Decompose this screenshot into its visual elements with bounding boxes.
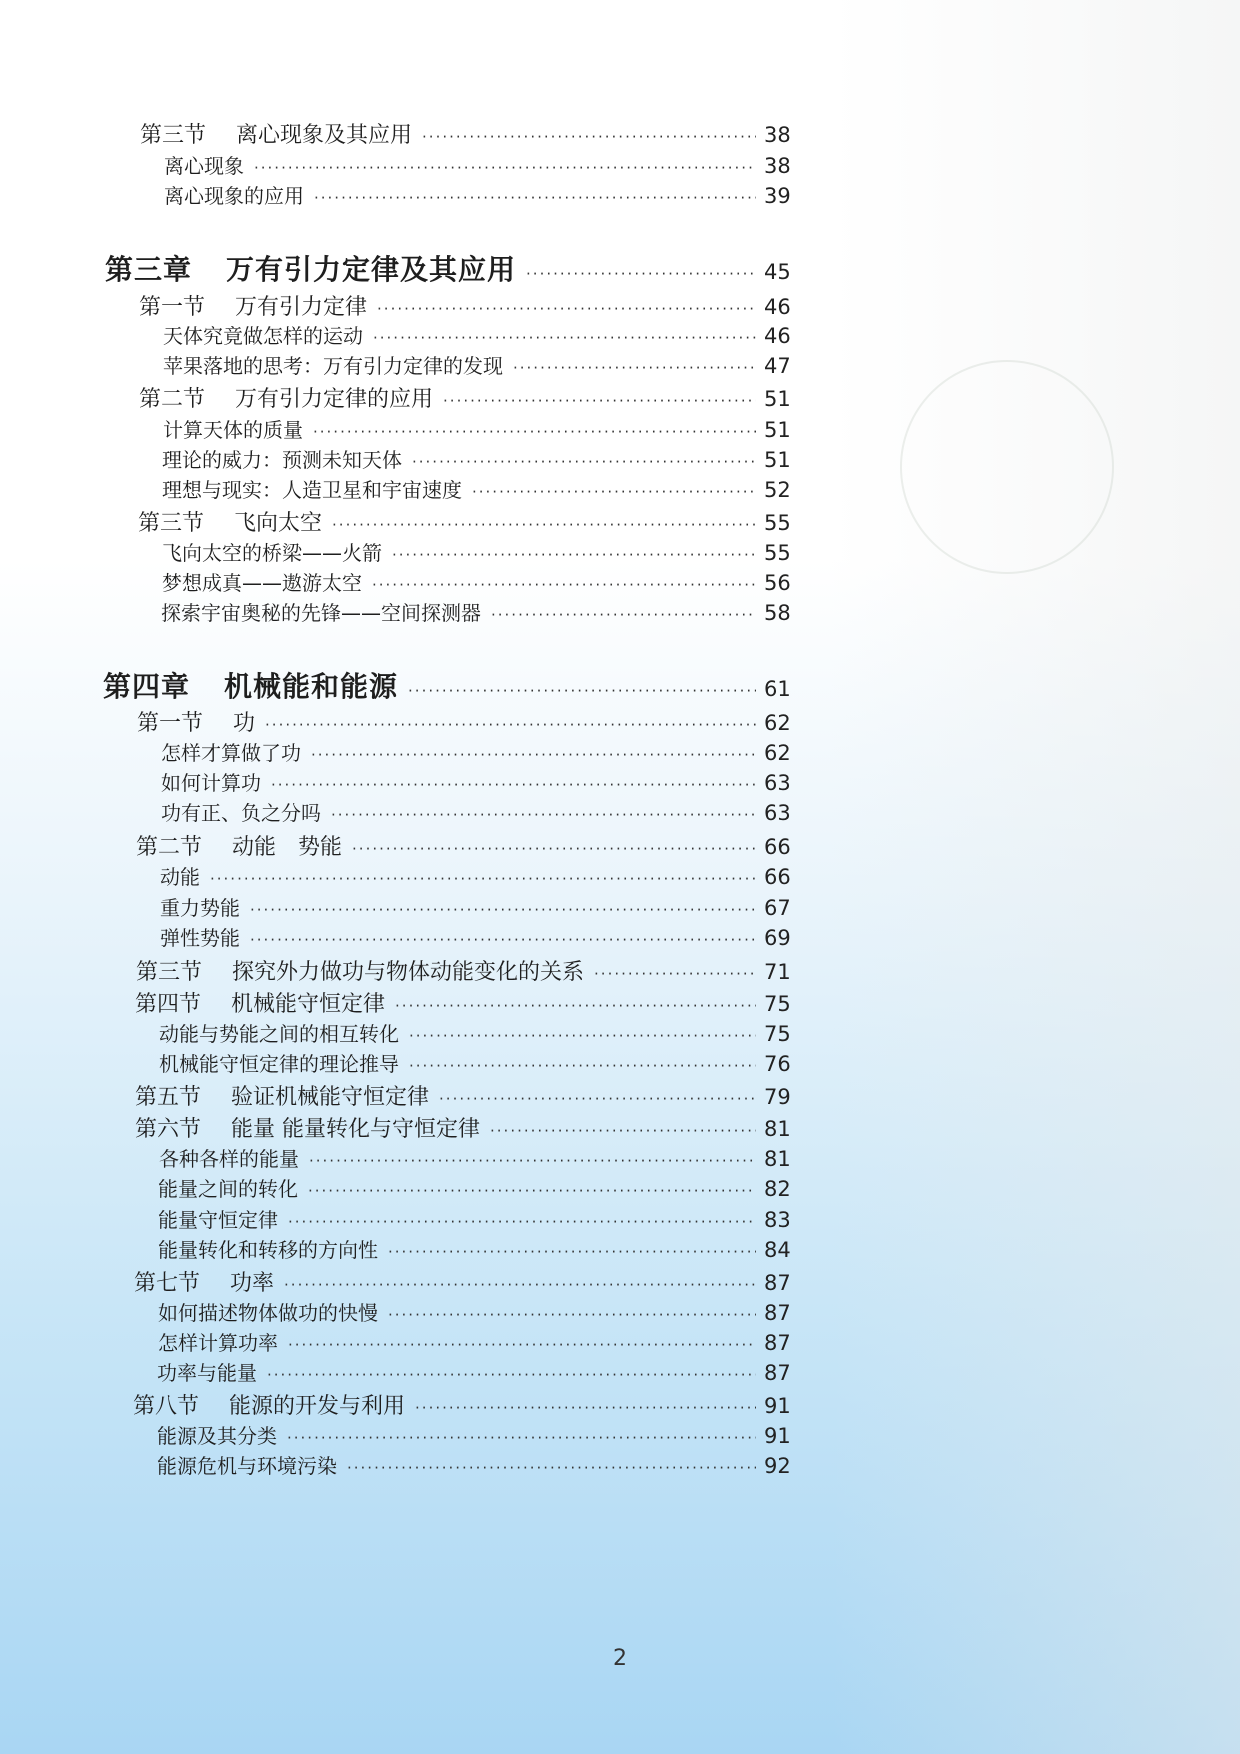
- toc-entry-label: [162, 474, 462, 503]
- dot-leader: [388, 1306, 756, 1324]
- toc-entry-number: 第七节: [134, 1271, 201, 1296]
- dot-leader: [352, 840, 756, 858]
- toc-entry-number: 第一节: [137, 711, 204, 736]
- toc-item-row: [158, 1204, 800, 1233]
- toc-entry-title: 机械能守恒定律: [231, 992, 386, 1017]
- toc-entry-label: [160, 922, 240, 951]
- toc-entry-number: 第二节: [136, 835, 203, 860]
- toc-item-row: [159, 1143, 800, 1172]
- toc-entry-title: 飞向太空: [234, 511, 323, 536]
- toc-entry-label: [157, 1357, 257, 1386]
- toc-entry-title: 功率: [230, 1271, 275, 1296]
- toc-entry-label: [163, 320, 363, 349]
- toc-entry-number: 第六节: [135, 1117, 202, 1142]
- dot-leader: [491, 606, 756, 624]
- toc-entry-number: 第二节: [139, 387, 206, 412]
- dot-leader: [347, 1459, 756, 1477]
- toc-entry-label: [157, 1450, 337, 1479]
- toc-entry-page: 58: [764, 601, 791, 625]
- toc-entry-title: 探索宇宙奥秘的先锋——空间探测器: [161, 601, 481, 625]
- toc-entry-label: [162, 537, 382, 566]
- toc-entry-title: 计算天体的质量: [163, 418, 303, 442]
- toc-entry-page: 87: [764, 1271, 791, 1295]
- toc-entry-page: 51: [764, 418, 791, 442]
- toc-entry-title: 能量 能量转化与守恒定律: [231, 1117, 481, 1142]
- toc-section-row: [135, 1080, 800, 1111]
- dot-leader: [395, 997, 756, 1015]
- dot-leader: [308, 1182, 756, 1200]
- toc-entry-label: [136, 955, 584, 986]
- toc-entry-title: 各种各样的能量: [159, 1147, 299, 1171]
- toc-entry-page: 87: [764, 1331, 791, 1355]
- toc-entry-title: 理想与现实：人造卫星和宇宙速度: [162, 478, 462, 502]
- dot-leader: [309, 1152, 756, 1170]
- toc-entry-page: 67: [764, 896, 791, 920]
- toc-entry-label: [160, 892, 240, 921]
- toc-entry-title: 功有正、负之分吗: [161, 801, 321, 825]
- toc-entry-page: 91: [764, 1424, 791, 1448]
- toc-section-row: [137, 706, 800, 737]
- dot-leader: [412, 453, 756, 471]
- toc-entry-title: 重力势能: [160, 896, 240, 920]
- dot-leader: [288, 1213, 756, 1231]
- toc-entry-title: 能源危机与环境污染: [157, 1454, 337, 1478]
- toc-entry-title: 验证机械能守恒定律: [231, 1085, 430, 1110]
- dot-leader: [373, 329, 756, 347]
- dot-leader: [392, 546, 756, 564]
- dot-leader: [267, 1366, 756, 1384]
- toc-entry-title: 万有引力定律的应用: [235, 387, 434, 412]
- dot-leader: [422, 128, 756, 146]
- toc-entry-label: [161, 597, 481, 626]
- toc-entry-number: 第四章: [103, 670, 191, 703]
- toc-entry-label: [164, 180, 304, 209]
- toc-section-row: [136, 955, 800, 986]
- toc-entry-page: 51: [764, 448, 791, 472]
- toc-item-row: [162, 567, 800, 596]
- toc-item-row: [162, 474, 800, 503]
- toc-entry-page: 71: [764, 960, 791, 984]
- toc-entry-label: [159, 1018, 399, 1047]
- toc-item-row: [163, 414, 800, 443]
- toc-entry-page: 84: [764, 1238, 791, 1262]
- dot-leader: [408, 682, 756, 700]
- toc-item-row: [158, 1173, 800, 1202]
- toc-entry-label: [158, 1204, 278, 1233]
- toc-entry-label: [138, 506, 322, 537]
- toc-entry-title: 功率与能量: [157, 1361, 257, 1385]
- toc-entry-page: 87: [764, 1301, 791, 1325]
- toc-item-row: [160, 861, 800, 890]
- dot-leader: [271, 776, 756, 794]
- toc-entry-page: 87: [764, 1361, 791, 1385]
- toc-entry-page: 81: [764, 1117, 791, 1141]
- toc-entry-page: 75: [764, 992, 791, 1016]
- toc-item-row: [158, 1297, 800, 1326]
- toc-item-row: [159, 1048, 800, 1077]
- toc-entry-page: 52: [764, 478, 791, 502]
- toc-entry-title: 动能 势能: [232, 835, 343, 860]
- toc-entry-page: 39: [764, 184, 791, 208]
- toc-entry-label: [134, 1266, 274, 1297]
- toc-entry-page: 45: [764, 260, 791, 284]
- toc-entry-title: 机械能守恒定律的理论推导: [159, 1052, 399, 1076]
- toc-entry-page: 46: [764, 295, 791, 319]
- toc-entry-label: [160, 861, 200, 890]
- toc-entry-title: 飞向太空的桥梁——火箭: [162, 541, 382, 565]
- toc-section-row: [139, 290, 800, 321]
- toc-entry-page: 81: [764, 1147, 791, 1171]
- toc-entry-title: 如何计算功: [161, 771, 261, 795]
- toc-section-row: [139, 382, 800, 413]
- toc-item-row: [163, 350, 800, 379]
- toc-item-row: [161, 737, 800, 766]
- toc-entry-label: [157, 1420, 277, 1449]
- toc-entry-label: [139, 382, 433, 413]
- toc-entry-page: 55: [764, 511, 791, 535]
- toc-entry-label: [161, 767, 261, 796]
- toc-entry-title: 离心现象及其应用: [236, 123, 413, 148]
- toc-item-row: [164, 150, 800, 179]
- toc-section-row: [138, 506, 800, 537]
- toc-entry-number: 第三节: [138, 511, 205, 536]
- toc-entry-label: [161, 737, 301, 766]
- toc-entry-label: [136, 830, 342, 861]
- toc-entry-number: 第三节: [140, 123, 207, 148]
- toc-entry-page: 38: [764, 123, 791, 147]
- toc-entry-page: 92: [764, 1454, 791, 1478]
- toc-entry-label: [135, 1080, 429, 1111]
- toc-item-row: [159, 1018, 800, 1047]
- dot-leader: [443, 392, 756, 410]
- dot-leader: [415, 1399, 756, 1417]
- toc-entry-page: 56: [764, 571, 791, 595]
- toc-entry-page: 62: [764, 741, 791, 765]
- toc-entry-number: 第一节: [139, 295, 206, 320]
- toc-entry-page: 47: [764, 354, 791, 378]
- toc-entry-title: 能量守恒定律: [158, 1208, 278, 1232]
- dot-leader: [332, 516, 756, 534]
- dot-leader: [265, 716, 756, 734]
- toc-entry-page: 62: [764, 711, 791, 735]
- toc-entry-title: 离心现象的应用: [164, 184, 304, 208]
- toc-section-row: [134, 1266, 800, 1297]
- toc-item-row: [161, 767, 800, 796]
- toc-entry-label: [161, 797, 321, 826]
- toc-entry-title: 理论的威力：预测未知天体: [162, 448, 402, 472]
- toc-entry-label: [158, 1297, 378, 1326]
- dot-leader: [254, 159, 756, 177]
- dot-leader: [288, 1336, 756, 1354]
- toc-entry-label: [159, 1048, 399, 1077]
- dot-leader: [284, 1276, 756, 1294]
- toc-item-row: [161, 797, 800, 826]
- bleed-through-circle: [900, 360, 1114, 574]
- toc-entry-title: 能源及其分类: [157, 1424, 277, 1448]
- toc-item-row: [162, 537, 800, 566]
- toc-entry-number: 第四节: [135, 992, 202, 1017]
- toc-entry-title: 如何描述物体做功的快慢: [158, 1301, 378, 1325]
- toc-entry-page: 46: [764, 324, 791, 348]
- dot-leader: [287, 1429, 756, 1447]
- toc-entry-page: 69: [764, 926, 791, 950]
- toc-entry-title: 梦想成真——遨游太空: [162, 571, 362, 595]
- toc-entry-label: [103, 665, 398, 705]
- toc-entry-label: [135, 1112, 480, 1143]
- dot-leader: [311, 746, 756, 764]
- toc-entry-title: 机械能和能源: [224, 670, 399, 703]
- toc-entry-label: [162, 567, 362, 596]
- bleed-through-shadow: [830, 0, 1240, 1754]
- toc-item-row: [162, 444, 800, 473]
- dot-leader: [314, 189, 756, 207]
- toc-section-row: [133, 1389, 800, 1420]
- toc-item-row: [157, 1450, 800, 1479]
- toc-entry-label: [158, 1327, 278, 1356]
- toc-entry-page: 79: [764, 1085, 791, 1109]
- toc-entry-title: 万有引力定律及其应用: [226, 253, 517, 286]
- toc-entry-label: [105, 248, 516, 288]
- toc-entry-title: 怎样计算功率: [158, 1331, 278, 1355]
- toc-entry-label: [163, 350, 503, 379]
- toc-entry-title: 天体究竟做怎样的运动: [163, 324, 363, 348]
- dot-leader: [210, 870, 756, 888]
- toc-entry-title: 能源的开发与利用: [229, 1394, 406, 1419]
- toc-item-row: [157, 1357, 800, 1386]
- toc-item-row: [160, 892, 800, 921]
- toc-entry-label: [158, 1234, 378, 1263]
- toc-entry-page: 63: [764, 771, 791, 795]
- toc-entry-title: 万有引力定律: [235, 295, 368, 320]
- dot-leader: [250, 931, 756, 949]
- dot-leader: [513, 359, 756, 377]
- toc-item-row: [163, 320, 800, 349]
- dot-leader: [250, 901, 756, 919]
- toc-chapter-row: [103, 665, 800, 705]
- toc-entry-label: [135, 987, 385, 1018]
- toc-entry-label: [163, 414, 303, 443]
- toc-entry-title: 离心现象: [164, 154, 244, 178]
- toc-entry-page: 63: [764, 801, 791, 825]
- toc-entry-page: 91: [764, 1394, 791, 1418]
- toc-item-row: [157, 1420, 800, 1449]
- toc-entry-number: 第三章: [105, 253, 193, 286]
- toc-entry-page: 51: [764, 387, 791, 411]
- dot-leader: [409, 1057, 756, 1075]
- toc-entry-page: 66: [764, 865, 791, 889]
- dot-leader: [313, 423, 756, 441]
- toc-entry-label: [139, 290, 367, 321]
- page-number: 2: [613, 1646, 627, 1671]
- toc-entry-title: 苹果落地的思考：万有引力定律的发现: [163, 354, 503, 378]
- toc-entry-title: 弹性势能: [160, 926, 240, 950]
- toc-item-row: [161, 597, 800, 626]
- toc-entry-title: 动能与势能之间的相互转化: [159, 1022, 399, 1046]
- toc-item-row: [160, 922, 800, 951]
- toc-section-row: [136, 830, 800, 861]
- toc-entry-label: [140, 118, 412, 149]
- dot-leader: [377, 300, 756, 318]
- dot-leader: [372, 576, 756, 594]
- toc-entry-title: 功: [233, 711, 256, 736]
- toc-entry-page: 55: [764, 541, 791, 565]
- toc-entry-label: [162, 444, 402, 473]
- toc-chapter-row: [105, 248, 800, 288]
- dot-leader: [388, 1243, 756, 1261]
- toc-entry-label: [158, 1173, 298, 1202]
- dot-leader: [331, 806, 756, 824]
- toc-section-row: [135, 987, 800, 1018]
- toc-entry-page: 38: [764, 154, 791, 178]
- toc-entry-title: 能量转化和转移的方向性: [158, 1238, 378, 1262]
- toc-section-row: [140, 118, 800, 149]
- toc-item-row: [164, 180, 800, 209]
- toc-entry-page: 83: [764, 1208, 791, 1232]
- toc-section-row: [135, 1112, 800, 1143]
- toc-entry-title: 动能: [160, 865, 200, 889]
- toc-entry-number: 第五节: [135, 1085, 202, 1110]
- dot-leader: [526, 265, 756, 283]
- dot-leader: [439, 1090, 756, 1108]
- dot-leader: [490, 1122, 756, 1140]
- toc-entry-number: 第三节: [136, 960, 203, 985]
- toc-entry-page: 61: [764, 677, 791, 701]
- toc-entry-label: [164, 150, 244, 179]
- toc-entry-title: 能量之间的转化: [158, 1177, 298, 1201]
- toc-entry-label: [159, 1143, 299, 1172]
- toc-entry-page: 76: [764, 1052, 791, 1076]
- toc-entry-page: 66: [764, 835, 791, 859]
- dot-leader: [472, 483, 756, 501]
- toc-entry-page: 75: [764, 1022, 791, 1046]
- dot-leader: [594, 965, 756, 983]
- toc-item-row: [158, 1327, 800, 1356]
- toc-entry-title: 怎样才算做了功: [161, 741, 301, 765]
- dot-leader: [409, 1027, 756, 1045]
- toc-entry-label: [133, 1389, 405, 1420]
- toc-entry-page: 82: [764, 1177, 791, 1201]
- toc-entry-label: [137, 706, 255, 737]
- toc-item-row: [158, 1234, 800, 1263]
- toc-entry-title: 探究外力做功与物体动能变化的关系: [232, 960, 585, 985]
- toc-entry-number: 第八节: [133, 1394, 200, 1419]
